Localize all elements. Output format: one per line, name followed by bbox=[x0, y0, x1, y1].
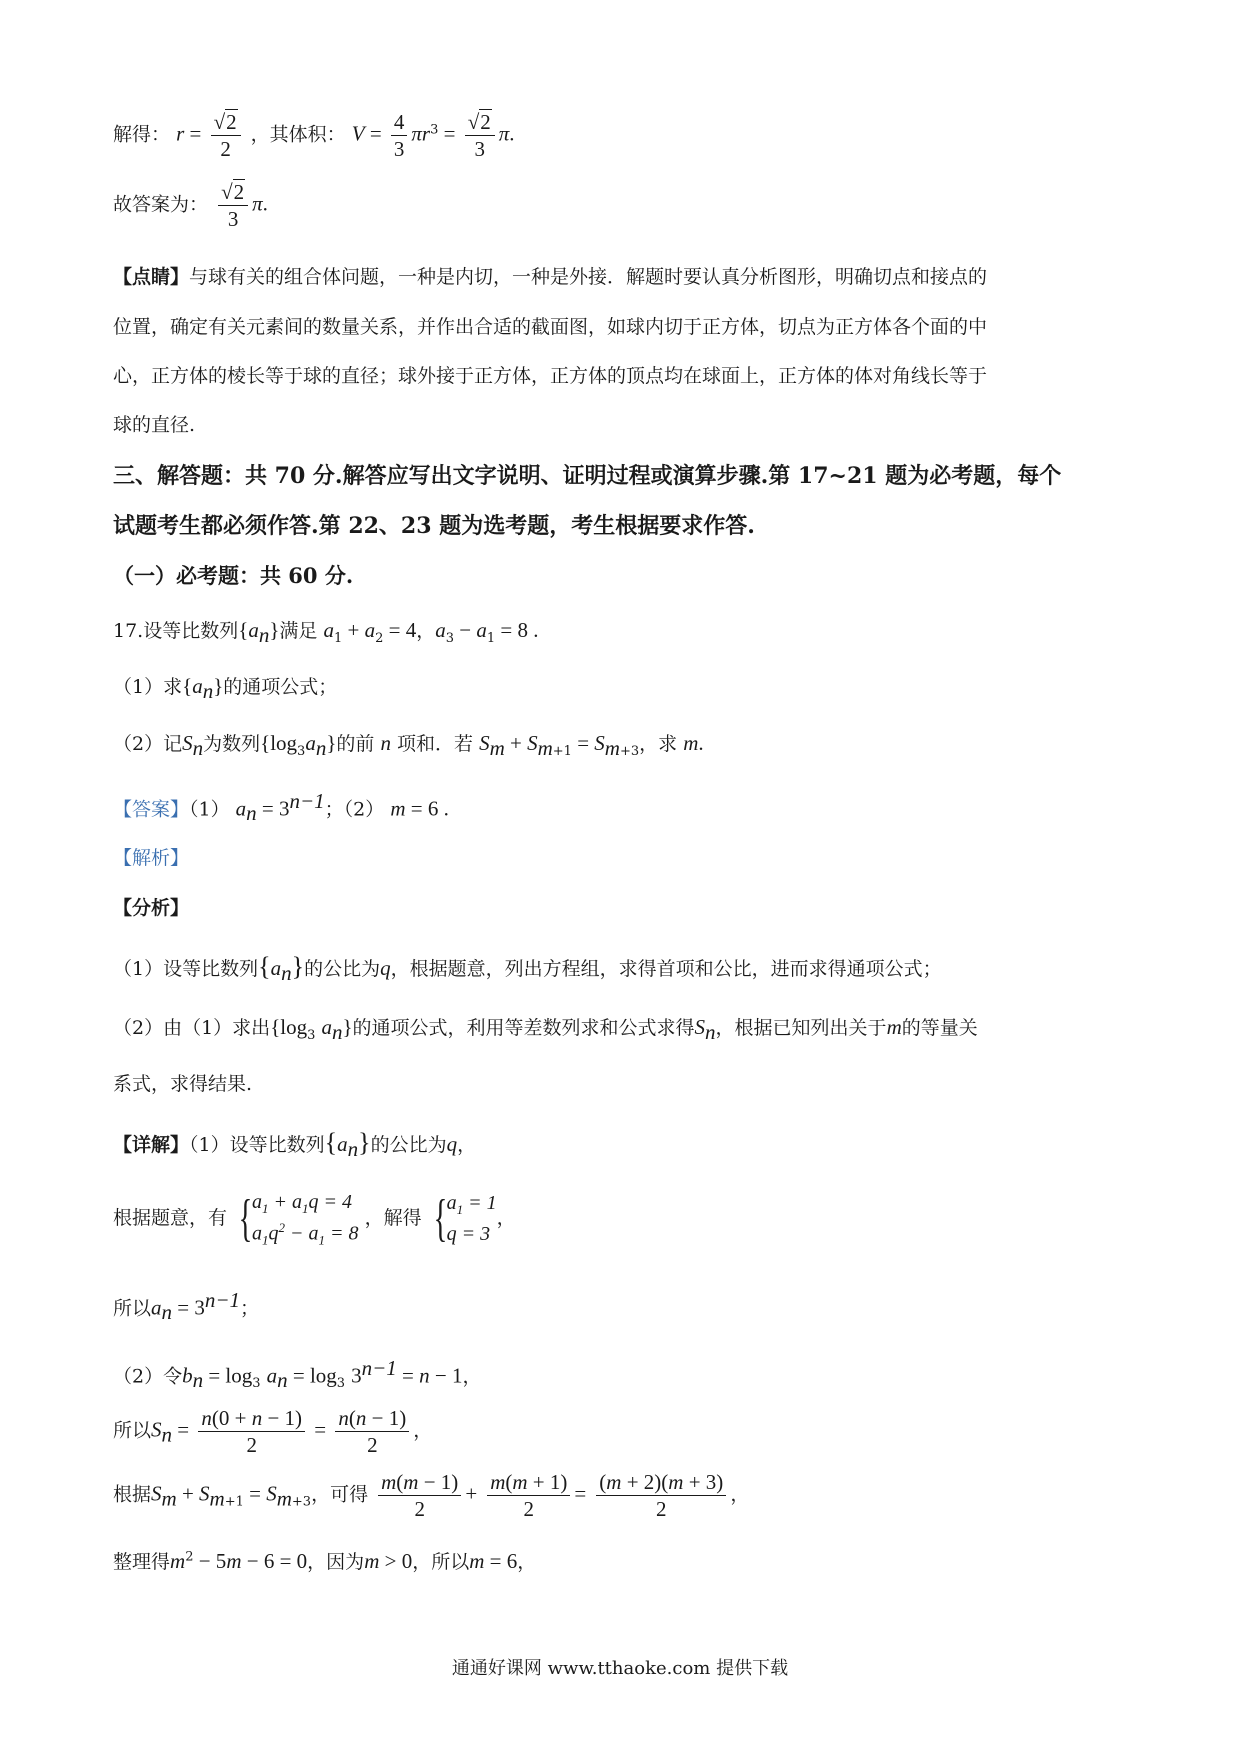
detail-d7: 整理得$m^2 - 5m - 6 = 0$，因为m > 0，所以m = 6， bbox=[113, 1549, 537, 1573]
a1-prefix: （1）设等比数列 bbox=[113, 958, 259, 980]
answer-final-line: 故答案为： $\frac{√2}{3}$ π. bbox=[113, 180, 268, 232]
a2-mid: 的通项公式，利用等差数列求和公式求得 bbox=[352, 1017, 695, 1039]
comment-line-2 bbox=[113, 315, 987, 340]
d4-prefix: （2）令 bbox=[113, 1365, 183, 1388]
comment-line-4 bbox=[113, 413, 195, 438]
volume-label: ，其体积： bbox=[250, 123, 346, 146]
answer-p2: ；（2） bbox=[324, 798, 385, 821]
part1-tail: 的通项公式； bbox=[223, 676, 338, 698]
solve-label: 解得： bbox=[113, 123, 171, 146]
problem-part1: （1）求$\{a_n\}$的通项公式； bbox=[113, 674, 338, 703]
analysis-sub-line bbox=[113, 896, 189, 921]
answer-p1: （1） bbox=[189, 798, 230, 821]
d1-tail: ， bbox=[457, 1134, 477, 1156]
solve-line: 解得： r = $\frac{√2}{2}$ ，其体积： V = $\frac{4}{3}$ $\pi r^3$ = $\frac{√2}{3}$ π. bbox=[113, 110, 515, 162]
d7-prefix: 整理得 bbox=[113, 1551, 171, 1573]
problem-stem-prefix: 17.设等比数列 bbox=[113, 620, 239, 642]
d7-tail: ， bbox=[517, 1551, 537, 1573]
detail-d4: （2）令$b_n = \log_3 a_n = \log_3 3^{n-1} = n - 1$， bbox=[113, 1356, 482, 1393]
frac-final: $\frac{√2}{3}$ bbox=[218, 180, 248, 231]
section-heading-2 bbox=[113, 512, 755, 541]
d2-tail: ， bbox=[496, 1207, 516, 1230]
d6-mid: ，可得 bbox=[311, 1483, 369, 1506]
comment-text-1: 与球有关的组合体问题，一种是内切，一种是外接．解题时要认真分析图形，明确切点和接点的 bbox=[189, 266, 988, 288]
equation-system-1: { $a_1 + a_1q = 4$ $a_1q^2 - a_1 = 8$ bbox=[238, 1190, 359, 1248]
detail-d6: 根据$S_m + S_{m+1} = S_{m+3}$，可得 $\frac{m(m - 1)}{2}$ + $\frac{m(m + 1)}{2}$ = $\frac{(m + 2)(m + 3)}{2}$ ， bbox=[113, 1470, 750, 1522]
d5-prefix: 所以 bbox=[113, 1419, 152, 1442]
math-r: r bbox=[176, 121, 185, 146]
d1-mid: 的公比为 bbox=[370, 1134, 447, 1156]
footer-watermark bbox=[0, 1654, 1240, 1680]
footer-text: 通通好课网 www.tthaoke.com 提供下载 bbox=[451, 1658, 789, 1679]
answer-label: 【答案】 bbox=[113, 798, 190, 821]
detail-label: 【详解】 bbox=[113, 1134, 190, 1156]
math-V: V bbox=[351, 121, 365, 146]
a2-tail: 的等量关 bbox=[901, 1017, 978, 1039]
part2-d: 项和．若 bbox=[397, 733, 474, 755]
comment-text-2: 位置，确定有关元素间的数量关系，并作出合适的截面图，如球内切于正方体，切点为正方体各个面的中 bbox=[113, 316, 988, 338]
d7-mid: ，因为 bbox=[307, 1551, 365, 1573]
analysis-a1: （1）设等比数列$\{a_n\}$的公比为q，根据题意，列出方程组，求得首项和公比，进而求得通项公式； bbox=[113, 952, 942, 985]
part2-b: 为数列 bbox=[203, 733, 261, 755]
a1-mid: 的公比为 bbox=[304, 958, 381, 980]
section-heading-1 bbox=[113, 462, 1061, 491]
d6-prefix: 根据 bbox=[113, 1483, 152, 1506]
analysis-a2: （2）由（1）求出{$\log_3$ $a_n$}的通项公式，利用等差数列求和公式求得$S_n$，根据已知列出关于m的等量关 bbox=[113, 1015, 978, 1044]
section-subheading bbox=[113, 562, 353, 589]
frac-m-3: $\frac{(m + 2)(m + 3)}{2}$ bbox=[596, 1470, 726, 1521]
answer-line: 【答案】（1） $a_n = 3^{n-1}$；（2） m = 6 . bbox=[113, 789, 449, 826]
answer-final-label: 故答案为： bbox=[113, 193, 209, 216]
frac-sn-2: $\frac{n(n - 1)}{2}$ bbox=[335, 1406, 409, 1457]
detail-d2 bbox=[113, 1188, 516, 1250]
comment-line-3 bbox=[113, 364, 987, 389]
part1-prefix: （1）求 bbox=[113, 676, 183, 698]
comment-text-4: 球的直径. bbox=[113, 414, 196, 436]
detail-d1: 【详解】（1）设等比数列$\{a_n\}$的公比为q， bbox=[113, 1128, 477, 1161]
part2-e: ，求 bbox=[639, 733, 678, 755]
detail-d5: 所以$S_n$ = $\frac{n(0 + n - 1)}{2}$ = $\frac{n(n - 1)}{2}$ ， bbox=[113, 1406, 433, 1458]
comment-line-1 bbox=[113, 265, 987, 290]
equation-system-2: { $a_1 = 1$ q = 3 bbox=[433, 1190, 497, 1248]
part2-c: 的前 bbox=[336, 733, 375, 755]
comment-label: 【点睛】 bbox=[113, 266, 190, 288]
section-sub-text: （一）必考题：共 60 分. bbox=[113, 563, 354, 588]
analysis-sub-label: 【分析】 bbox=[113, 897, 190, 919]
frac-sn-1: $\frac{n(0 + n - 1)}{2}$ bbox=[198, 1406, 305, 1457]
frac-4-over-3: $\frac{4}{3}$ bbox=[391, 110, 408, 161]
frac-m-1: $\frac{m(m - 1)}{2}$ bbox=[378, 1470, 461, 1521]
comment-text-3: 心，正方体的棱长等于球的直径；球外接于正方体，正方体的顶点均在球面上，正方体的体对角线长等于 bbox=[113, 365, 988, 387]
section-text-2: 试题考生都必须作答.第 22、23 题为选考题，考生根据要求作答. bbox=[113, 513, 755, 539]
frac-m-2: $\frac{m(m + 1)}{2}$ bbox=[487, 1470, 570, 1521]
d7-mid2: ，所以 bbox=[412, 1551, 470, 1573]
frac-sqrt2-over-3: $\frac{√2}{3}$ bbox=[465, 110, 495, 161]
a1-tail: ，根据题意，列出方程组，求得首项和公比，进而求得通项公式； bbox=[390, 958, 942, 980]
analysis-a2-line2 bbox=[113, 1072, 252, 1097]
part2-a: （2）记 bbox=[113, 733, 183, 755]
d3-tail: ； bbox=[240, 1297, 260, 1320]
d2-prefix: 根据题意，有 bbox=[113, 1207, 228, 1230]
analysis-label-line bbox=[113, 846, 189, 871]
problem-part2: （2）记$S_n$为数列$\{\log_3a_n\}$的前 n 项和．若 $S_m + S_{m+1} = S_{m+3}$，求 m. bbox=[113, 731, 704, 760]
a2-line2: 系式，求得结果. bbox=[113, 1073, 253, 1095]
frac-sqrt2-over-2: $\frac{√2}{2}$ bbox=[211, 110, 241, 161]
a2-prefix: （2）由（1）求出 bbox=[113, 1017, 271, 1039]
a2-mid2: ，根据已知列出关于 bbox=[715, 1017, 887, 1039]
d2-mid: ，解得 bbox=[364, 1207, 422, 1230]
d1-prefix: （1）设等比数列 bbox=[189, 1134, 325, 1156]
analysis-label: 【解析】 bbox=[113, 847, 190, 869]
problem-stem-mid: 满足 bbox=[279, 620, 318, 642]
d3-prefix: 所以 bbox=[113, 1297, 152, 1320]
problem-stem: 17.设等比数列$\{a_n\}$满足 $a_1 + a_2 = 4$，$a_3 - a_1 = 8$ . bbox=[113, 618, 539, 647]
detail-d3: 所以$a_n = 3^{n-1}$； bbox=[113, 1288, 260, 1325]
section-text-1: 三、解答题：共 70 分.解答应写出文字说明、证明过程或演算步骤.第 17~21 题为必考题，每个 bbox=[113, 463, 1062, 489]
